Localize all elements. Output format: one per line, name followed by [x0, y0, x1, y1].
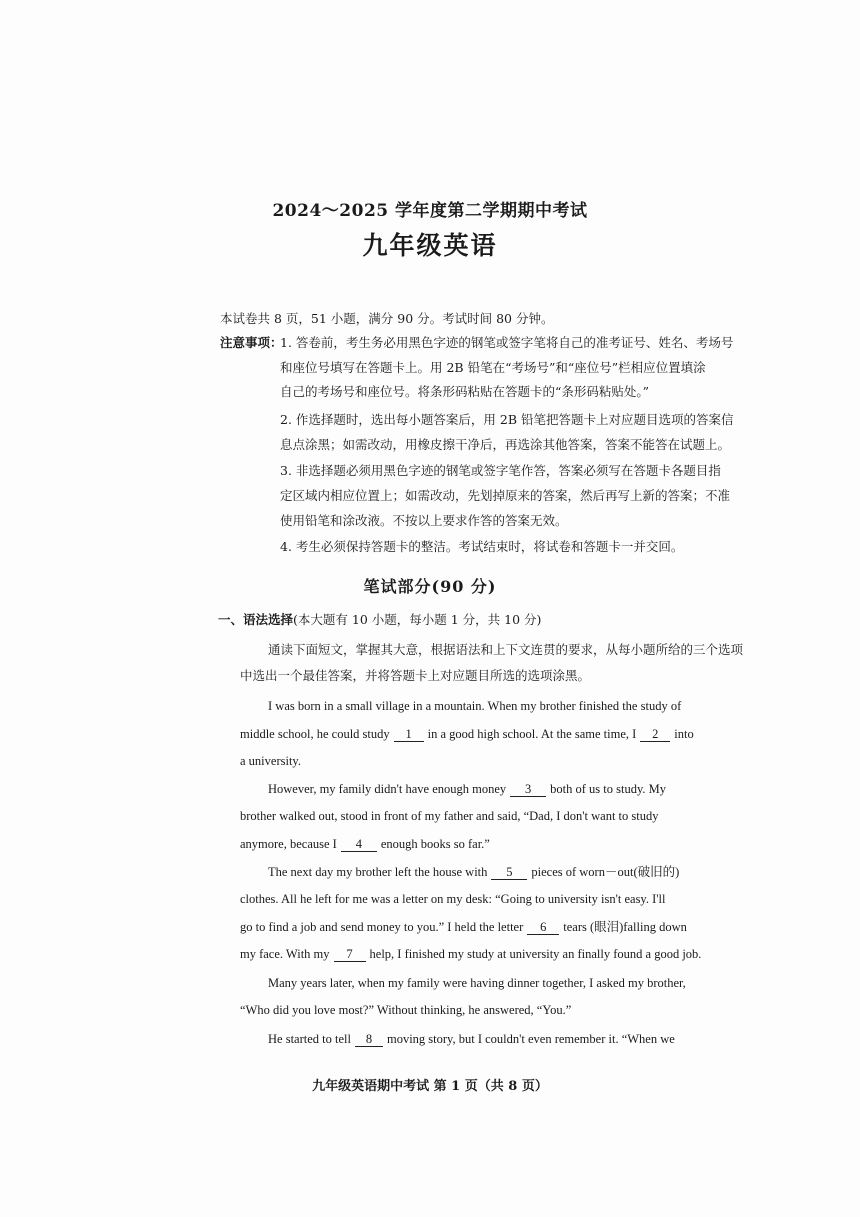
blank-1: 1 — [394, 728, 424, 742]
note-1-line-2: 和座位号填写在答题卡上。用 2B 铅笔在“考场号”和“座位号”栏相应位置填涂 — [280, 360, 706, 375]
passage-p3-line-2: clothes. All he left for me was a letter on my desk: “Going to university isn't easy. I'll — [240, 892, 666, 906]
page-footer: 九年级英语期中考试 第 1 页（共 8 页） — [312, 1079, 548, 1094]
passage-p1-line-2 — [240, 728, 694, 742]
blank-5: 5 — [491, 866, 527, 880]
passage-p3-line-1 — [268, 866, 679, 880]
passage-text: The next day my brother left the house with — [268, 865, 488, 879]
blank-8: 8 — [355, 1033, 383, 1047]
passage-p1-line-1: I was born in a small village in a mountain. When my brother finished the study of — [268, 699, 682, 713]
part-1-heading — [218, 614, 541, 627]
instruction-line-1: 通读下面短文，掌握其大意，根据语法和上下文连贯的要求，从每小题所给的三个选项 — [268, 642, 744, 657]
exam-title: 2024～2025 学年度第二学期期中考试 — [272, 201, 588, 221]
note-2-line-1: 2. 作选择题时，选出每小题答案后，用 2B 铅笔把答题卡上对应题目选项的答案信 — [280, 412, 734, 427]
blank-3: 3 — [510, 783, 546, 797]
part-1-desc: (本大题有 10 小题，每小题 1 分，共 10 分) — [293, 612, 542, 627]
passage-p2-line-3 — [240, 838, 490, 852]
passage-text: enough books so far.” — [380, 837, 490, 851]
section-title: 笔试部分(90 分) — [363, 577, 497, 596]
exam-subject: 九年级英语 — [362, 231, 498, 260]
passage-text: pieces of worn－out(破旧的) — [531, 865, 680, 879]
passage-text: in a good high school. At the same time, I — [427, 727, 637, 741]
passage-text: help, I finished my study at university an finally found a good job. — [369, 947, 702, 961]
note-4: 4. 考生必须保持答题卡的整洁。考试结束时，将试卷和答题卡一并交回。 — [280, 539, 684, 554]
note-3-line-2: 定区域内相应位置上；如需改动，先划掉原来的答案，然后再写上新的答案；不准 — [280, 488, 731, 503]
exam-info: 本试卷共 8 页，51 小题，满分 90 分。考试时间 80 分钟。 — [220, 311, 554, 326]
notes-label: 注意事项： — [220, 335, 283, 350]
passage-text: However, my family didn't have enough money — [268, 782, 507, 796]
note-2-line-2: 息点涂黑；如需改动，用橡皮擦干净后，再选涂其他答案，答案不能答在试题上。 — [280, 437, 731, 452]
part-1-label: 一、语法选择 — [218, 612, 294, 627]
passage-p4-line-1: Many years later, when my family were having dinner together, I asked my brother, — [268, 976, 686, 990]
passage-p1-line-3: a university. — [240, 754, 301, 768]
blank-6: 6 — [527, 921, 559, 935]
passage-p2-line-1 — [268, 783, 666, 797]
passage-text: go to find a job and send money to you.” I held the letter — [240, 920, 524, 934]
passage-p4-line-2: “Who did you love most?” Without thinking, he answered, “You.” — [240, 1003, 572, 1017]
note-1-line-1: 1. 答卷前，考生务必用黑色字迹的钢笔或签字笔将自己的准考证号、姓名、考场号 — [280, 335, 734, 350]
passage-text: into — [674, 727, 694, 741]
passage-text: both of us to study. My — [550, 782, 667, 796]
passage-text: tears (眼泪)falling down — [563, 920, 687, 934]
passage-text: anymore, because I — [240, 837, 337, 851]
note-3-line-1: 3. 非选择题必须用黑色字迹的钢笔或签字笔作答，答案必须写在答题卡各题目指 — [280, 463, 721, 478]
blank-4: 4 — [341, 838, 377, 852]
passage-text: He started to tell — [268, 1032, 351, 1046]
passage-text: my face. With my — [240, 947, 330, 961]
passage-p3-line-4 — [240, 948, 701, 962]
passage-text: moving story, but I couldn't even remember it. “When we — [386, 1032, 675, 1046]
passage-p2-line-2: brother walked out, stood in front of my father and said, “Dad, I don't want to study — [240, 809, 659, 823]
passage-text: middle school, he could study — [240, 727, 390, 741]
note-3-line-3: 使用铅笔和涂改液。不按以上要求作答的答案无效。 — [280, 513, 568, 528]
blank-7: 7 — [334, 948, 366, 962]
instruction-line-2: 中选出一个最佳答案，并将答题卡上对应题目所选的选项涂黑。 — [240, 668, 591, 683]
passage-p5-line-1 — [268, 1033, 675, 1047]
note-1-line-3: 自己的考场号和座位号。将条形码粘贴在答题卡的“条形码粘贴处。” — [280, 384, 650, 399]
passage-p3-line-3 — [240, 921, 687, 935]
blank-2: 2 — [640, 728, 670, 742]
